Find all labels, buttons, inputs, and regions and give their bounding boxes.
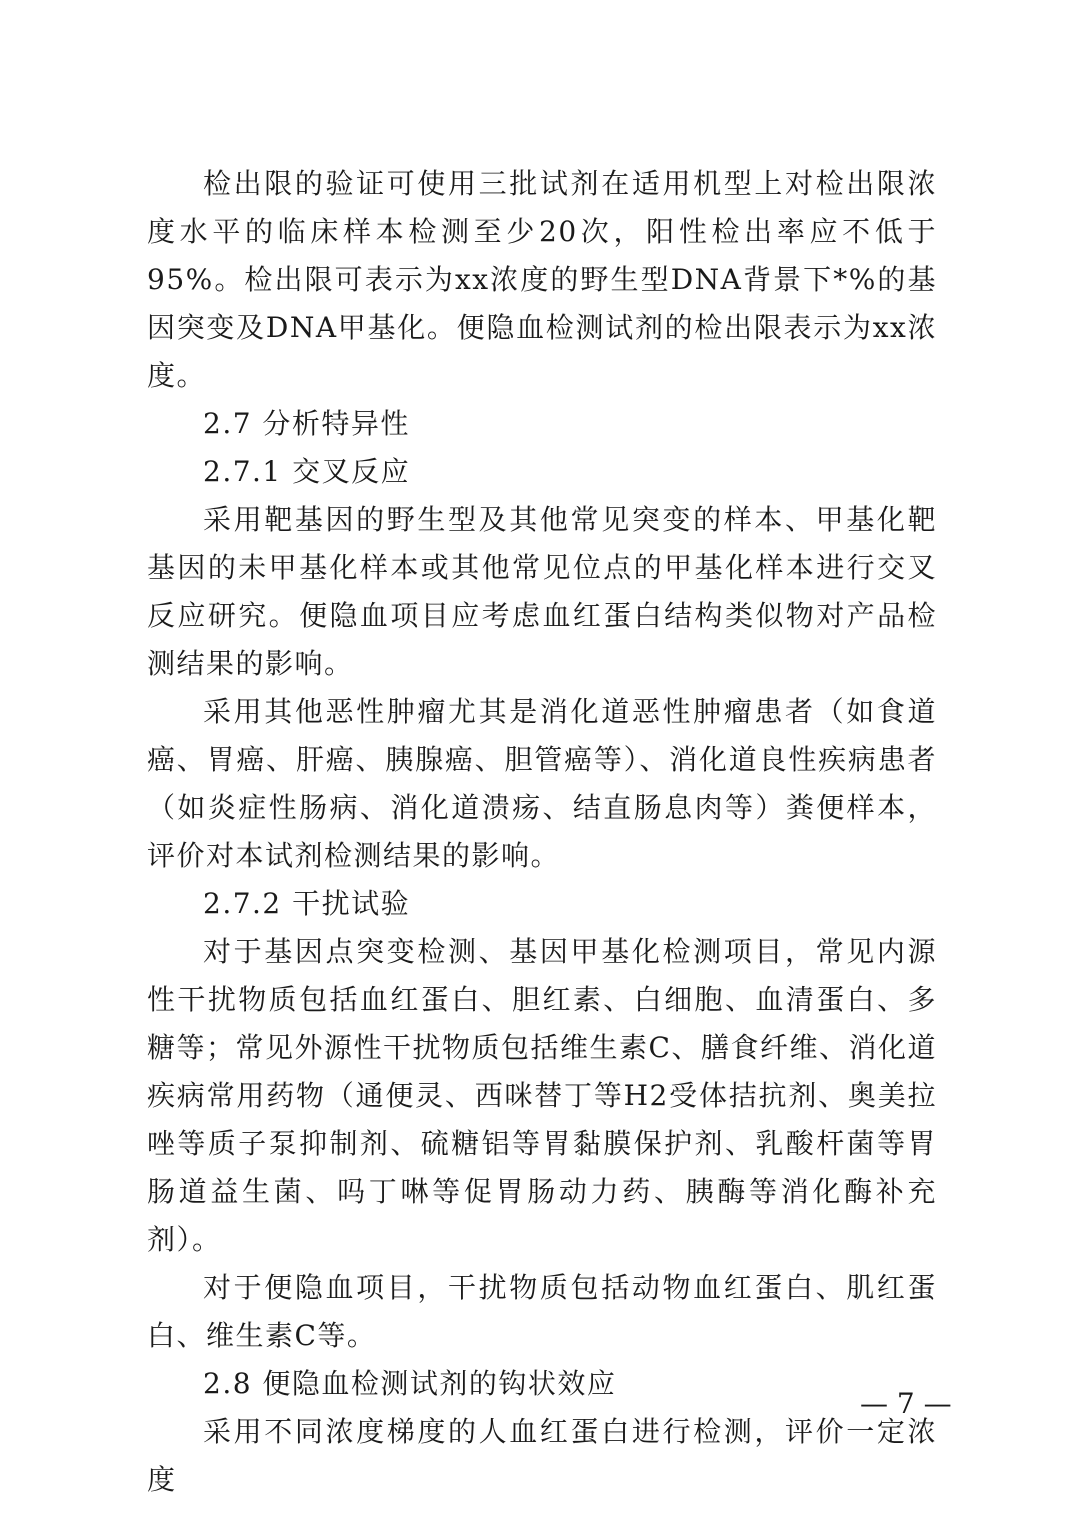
document-body bbox=[147, 160, 937, 1504]
section-heading-2-7-2: 2.7.2 干扰试验 bbox=[203, 887, 411, 920]
paragraph-other-tumors: 采用其他恶性肿瘤尤其是消化道恶性肿瘤患者（如食道癌、胃癌、肝癌、胰腺癌、胆管癌等）、消化道良性疾病患者（如炎症性肠病、消化道溃疡、结直肠息肉等）粪便样本，评价对本试剂检测结果的影响。 bbox=[147, 695, 937, 872]
page-number: — 7 — bbox=[860, 1387, 952, 1420]
paragraph-occult-blood-interference: 对于便隐血项目，干扰物质包括动物血红蛋白、肌红蛋白、维生素C等。 bbox=[147, 1271, 937, 1352]
section-heading-2-7-1: 2.7.1 交叉反应 bbox=[203, 455, 411, 488]
paragraph-hook-effect: 采用不同浓度梯度的人血红蛋白进行检测，评价一定浓度 bbox=[147, 1415, 937, 1496]
paragraph-interference-substances: 对于基因点突变检测、基因甲基化检测项目，常见内源性干扰物质包括血红蛋白、胆红素、白细胞、血清蛋白、多糖等；常见外源性干扰物质包括维生素C、膳食纤维、消化道疾病常用药物（通便灵、西咪替丁等H2受体拮抗剂、奥美拉唑等质子泵抑制剂、硫糖铝等胃黏膜保护剂、乳酸杆菌等胃肠道益生菌、吗丁啉等促胃肠动力药、胰酶等消化酶补充剂）。 bbox=[147, 935, 937, 1256]
paragraph-detection-limit: 检出限的验证可使用三批试剂在适用机型上对检出限浓度水平的临床样本检测至少20次，阳性检出率应不低于95%。检出限可表示为xx浓度的野生型DNA背景下*%的基因突变及DNA甲基化。便隐血检测试剂的检出限表示为xx浓度。 bbox=[147, 167, 937, 392]
section-heading-2-8: 2.8 便隐血检测试剂的钩状效应 bbox=[203, 1367, 617, 1400]
paragraph-cross-reaction: 采用靶基因的野生型及其他常见突变的样本、甲基化靶基因的未甲基化样本或其他常见位点的甲基化样本进行交叉反应研究。便隐血项目应考虑血红蛋白结构类似物对产品检测结果的影响。 bbox=[147, 503, 937, 680]
section-heading-2-7: 2.7 分析特异性 bbox=[203, 407, 410, 440]
